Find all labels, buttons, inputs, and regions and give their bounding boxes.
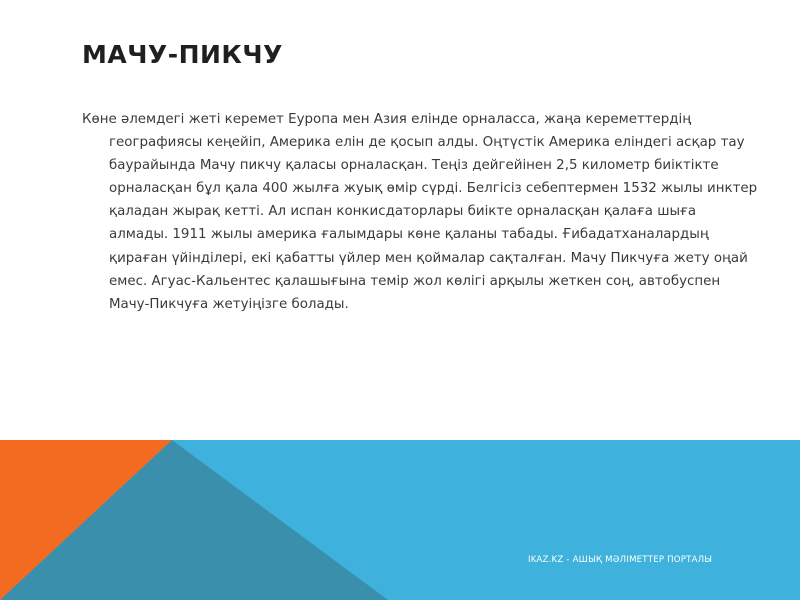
slide-title: МАЧУ-ПИКЧУ bbox=[82, 40, 283, 69]
footer-source-label: IKAZ.KZ - АШЫҚ МӘЛІМЕТТЕР ПОРТАЛЫ bbox=[528, 555, 713, 565]
slide-body-text: Көне әлемдегі жеті керемет Еуропа мен Азия елінде орналасса, жаңа кереметтердің географиясы кеңейіп, Америка елін де қосып алды. Оңтүстік Америка еліндегі асқар тау баурайында Мачу пикчу қаласы орналасқан. Теңіз дейгейінен 2,5 километр биіктікте орналасқан бұл қала 400 жылға жуық өмір сүрді. Белгісіз себептермен 1532 жылы инктер қаладан жырақ кетті. Ал испан конкисдаторлары биікте орналасқан қалаға шыға алмады. 1911 жылы америка ғалымдары көне қаланы табады. Ғибадатханалардың қираған үйінділері, екі қабатты үйлер мен қоймалар сақталған. Мачу Пикчуға жету оңай емес. Агуас-Кальентес қалашығына темір жол көлігі арқылы жеткен соң, автобуспен Мачу-Пикчуға жетуіңізге болады. bbox=[82, 112, 758, 312]
